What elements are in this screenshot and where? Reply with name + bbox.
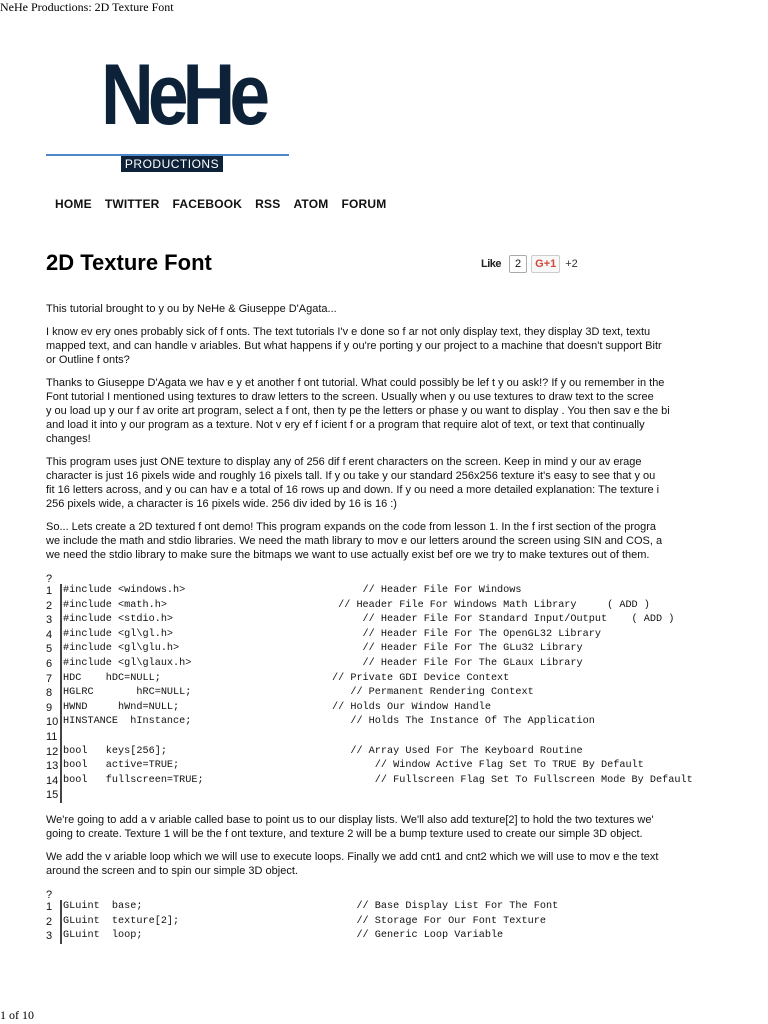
paragraph-line: This program uses just ONE texture to display any of 256 dif f erent characters on the screen. Keep in mind y our av erage <box>46 456 642 468</box>
line-number: 3 <box>46 930 53 943</box>
code-line: GLuint loop; // Generic Loop Variable <box>63 930 504 942</box>
logo-main-text: NeHe <box>101 47 265 143</box>
paragraph <box>46 520 723 562</box>
code-block-2 <box>46 900 723 944</box>
code-line: #include <math.h> // Header File For Windows Math Library ( ADD ) <box>63 599 650 611</box>
nav-forum[interactable]: FORUM <box>341 197 387 211</box>
code-toggle-marker-2[interactable]: ? <box>46 888 53 901</box>
line-number: 11 <box>46 730 58 743</box>
code-line: #include <gl\gl.h> // Header File For The OpenGL32 Library <box>63 628 601 640</box>
code-line <box>63 788 693 803</box>
logo-sub-text: PRODUCTIONS <box>121 156 223 172</box>
line-number: 12 <box>46 745 59 758</box>
paragraph-line: Font tutorial I mentioned using textures to draw letters to the screen. Usually when y ou use textures to draw text to the scree <box>46 391 654 403</box>
line-number: 1 <box>46 900 53 913</box>
code-line: HGLRC hRC=NULL; // Permanent Rendering Context <box>63 687 534 699</box>
line-number: 7 <box>46 672 53 685</box>
code-block-1 <box>46 584 723 803</box>
like-count: 2 <box>509 255 527 273</box>
paragraph-line: changes! <box>46 433 91 445</box>
paragraph-line: y ou load up y our f av orite art program, select a f ont, then ty pe the letters or phase y ou want to display . You then sav e the bi <box>46 405 670 417</box>
paragraph-line: Thanks to Giuseppe D'Agata we hav e y et another f ont tutorial. What could possibly be lef t y ou ask!? If y ou remember in the <box>46 377 665 389</box>
code-line: #include <stdio.h> // Header File For Standard Input/Output ( ADD ) <box>63 614 675 626</box>
line-number: 9 <box>46 701 53 714</box>
article-title: 2D Texture Font <box>46 250 212 275</box>
code-line: #include <gl\glaux.h> // Header File For The GLaux Library <box>63 657 583 669</box>
line-number: 5 <box>46 643 53 656</box>
paragraph-line: We add the v ariable loop which we will use to execute loops. Finally we add cnt1 and cnt2 which we will use to mov e the text <box>46 850 659 863</box>
line-number: 3 <box>46 614 53 627</box>
nav-rss[interactable]: RSS <box>255 197 281 211</box>
page-title-header: NeHe Productions: 2D Texture Font <box>0 0 174 14</box>
code-line: bool fullscreen=TRUE; // Fullscreen Flag Set To Fullscreen Mode By Default <box>63 774 693 786</box>
paragraph <box>46 325 723 367</box>
paragraph-line: I know ev ery ones probably sick of f onts. The text tutorials I'v e done so f ar not only display text, they display 3D text, textu <box>46 326 651 338</box>
paragraph-line: We're going to add a v ariable called base to point us to our display lists. We'll also add texture[2] to hold the two textures we' <box>46 813 654 826</box>
line-number: 10 <box>46 716 59 729</box>
article-body <box>46 302 723 944</box>
paragraph-line: character is just 16 pixels wide and roughly 16 pixels tall. If y ou take y our standard 256x256 texture it's easy to see that y ou <box>46 470 656 482</box>
paragraph <box>46 850 723 878</box>
paragraph-line: or Outline f onts? <box>46 354 130 366</box>
line-number: 2 <box>46 599 53 612</box>
line-number: 8 <box>46 687 53 700</box>
nav-facebook[interactable]: FACEBOOK <box>172 197 243 211</box>
paragraph-line: This tutorial brought to y ou by NeHe & Giuseppe D'Agata... <box>46 303 337 315</box>
code-line: GLuint base; // Base Display List For The Font <box>63 900 559 912</box>
paragraph <box>46 455 723 511</box>
line-number: 1 <box>46 585 53 597</box>
social-buttons <box>481 255 578 273</box>
line-number: 15 <box>46 789 59 802</box>
paragraph-line: mapped text, and can handle v ariables. But what happens if y ou're porting y our project to a machine that doesn't support Bitr <box>46 340 662 352</box>
main-nav <box>55 197 399 211</box>
nav-twitter[interactable]: TWITTER <box>104 197 160 211</box>
line-number: 14 <box>46 774 59 787</box>
paragraph-line: and load it into y our program as a texture. Not v ery ef f icient f or a program that require alot of text, or text that continually <box>46 419 645 431</box>
paragraph-line: So... Lets create a 2D textured f ont demo! This program expands on the code from lesson 1. In the f irst section of the progra <box>46 521 657 533</box>
code-line: bool keys[256]; // Array Used For The Keyboard Routine <box>63 745 583 757</box>
paragraph-line: we need the stdio library to make sure the bitmaps we want to use actually exist bef ore we try to make textures out of them. <box>46 549 650 561</box>
line-number: 2 <box>46 915 53 928</box>
code-line <box>63 730 693 745</box>
code-line: #include <windows.h> // Header File For Windows <box>63 585 522 596</box>
code-line: #include <gl\glu.h> // Header File For The GLu32 Library <box>63 643 583 655</box>
paragraph-line: around the screen and to spin our simple 3D object. <box>46 864 298 877</box>
paragraph <box>46 376 723 446</box>
code-line: bool active=TRUE; // Window Active Flag Set To TRUE By Default <box>63 760 644 772</box>
gplus-button[interactable]: G+1 <box>531 255 560 273</box>
like-button[interactable]: Like <box>481 258 502 270</box>
code-line: GLuint texture[2]; // Storage For Our Font Texture <box>63 915 546 927</box>
paragraph-line: we include the math and stdio libraries. We need the math library to mov e our letters around the screen using SIN and COS, a <box>46 535 663 547</box>
line-number: 4 <box>46 628 53 641</box>
paragraph-line: fit 16 letters across, and y ou can hav e a total of 16 rows up and down. If y ou need a more detailed explanation: The texture i <box>46 484 660 496</box>
code-line: HINSTANCE hInstance; // Holds The Instance Of The Application <box>63 716 595 728</box>
paragraph <box>46 302 723 316</box>
gplus-count: +2 <box>565 258 578 270</box>
page-number: 1 of 10 <box>0 1008 34 1022</box>
code-line: HWND hWnd=NULL; // Holds Our Window Handle <box>63 701 491 713</box>
nav-home[interactable]: HOME <box>55 197 92 211</box>
paragraph-line: going to create. Texture 1 will be the f ont texture, and texture 2 will be a bump texture used to create our simple 3D object. <box>46 827 643 840</box>
nehe-logo[interactable] <box>46 47 291 176</box>
line-number: 13 <box>46 760 59 773</box>
code-line: HDC hDC=NULL; // Private GDI Device Context <box>63 672 510 684</box>
paragraph <box>46 813 723 841</box>
nav-atom[interactable]: ATOM <box>293 197 329 211</box>
paragraph-line: 256 pixels wide, a character is 16 pixels wide. 256 div ided by 16 is 16 :) <box>46 498 397 510</box>
code-toggle-marker[interactable]: ? <box>46 573 53 585</box>
line-number: 6 <box>46 657 53 670</box>
